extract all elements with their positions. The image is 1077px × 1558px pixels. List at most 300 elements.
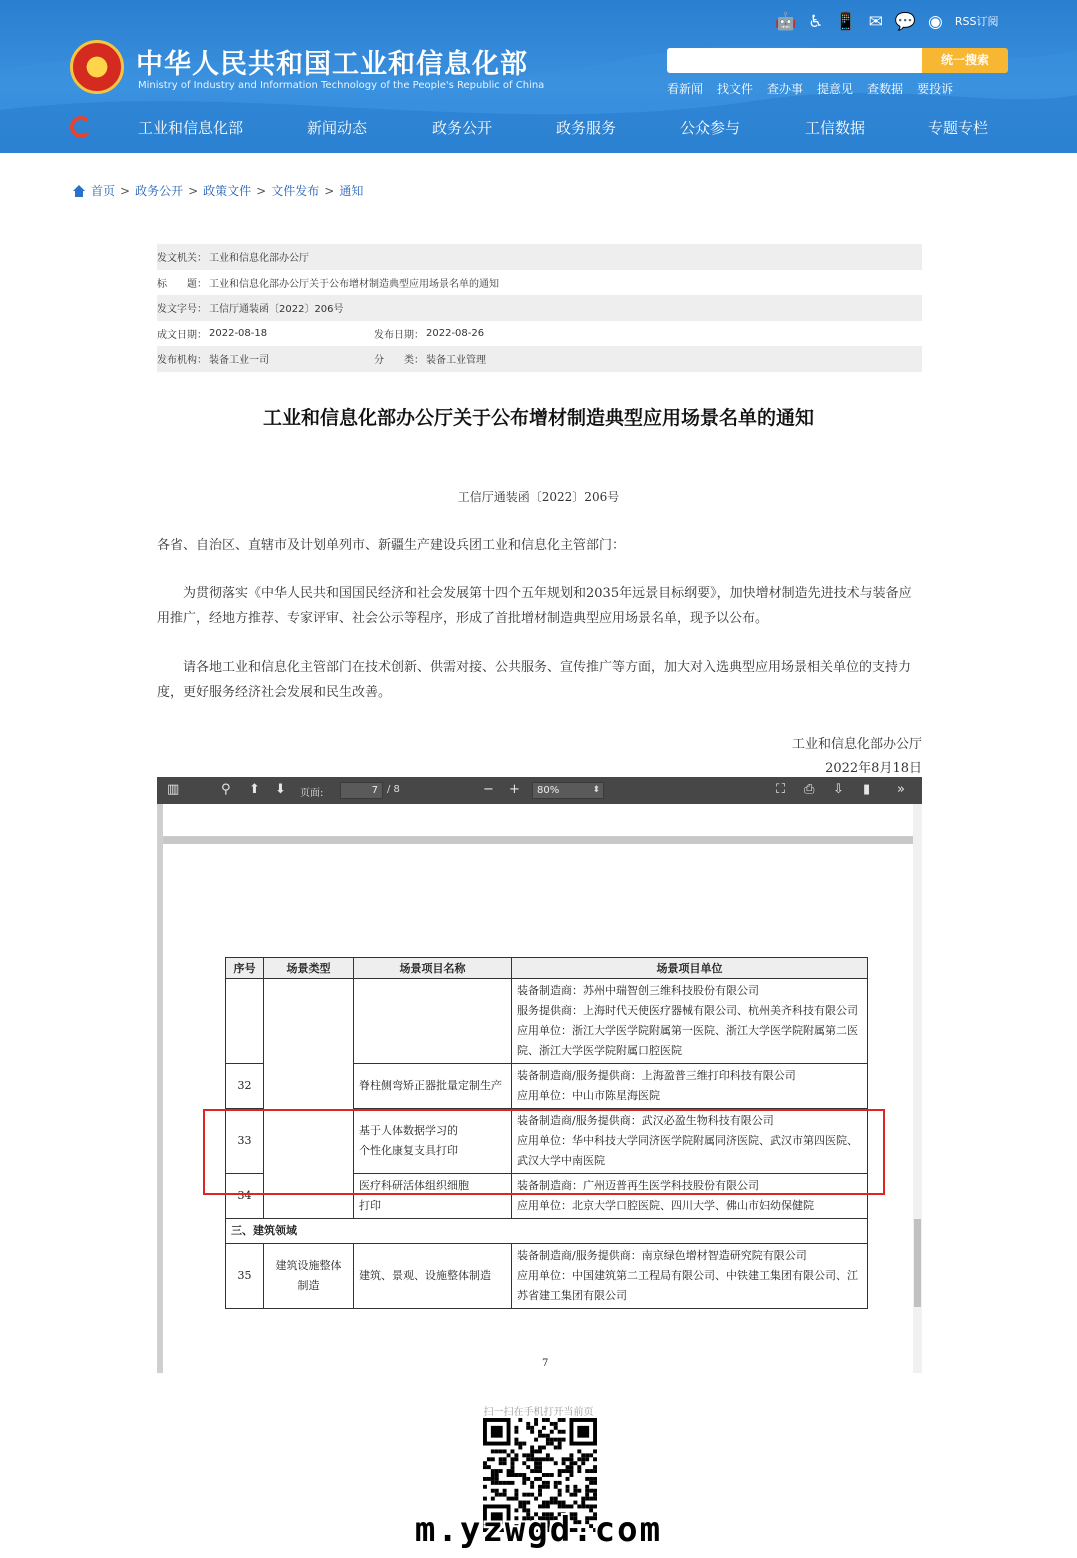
quick-link-complaint[interactable]: 要投诉 — [917, 82, 954, 96]
search-button[interactable]: 统一搜索 — [922, 48, 1008, 73]
qr-module — [534, 1469, 538, 1473]
qr-module — [538, 1485, 542, 1489]
qr-module — [593, 1457, 597, 1461]
qr-module — [562, 1469, 566, 1473]
qr-module — [534, 1449, 538, 1453]
qr-module — [542, 1485, 546, 1489]
robot-icon[interactable]: 🤖 — [775, 12, 797, 32]
qr-module — [483, 1477, 487, 1481]
qr-module — [546, 1442, 550, 1446]
meta-org-label: 发布机构： — [157, 355, 207, 367]
qr-module — [546, 1504, 550, 1508]
qr-module — [562, 1438, 566, 1442]
qr-module — [534, 1497, 538, 1501]
qr-module — [526, 1426, 530, 1430]
qr-module — [546, 1473, 550, 1477]
document-meta-table — [157, 244, 922, 372]
pdf-page-number: 7 — [542, 1358, 549, 1369]
qr-module — [491, 1469, 495, 1473]
mobile-icon[interactable]: 📱 — [835, 12, 857, 32]
qr-module — [554, 1422, 558, 1426]
qr-module — [499, 1469, 503, 1473]
breadcrumb-separator: > — [188, 183, 199, 198]
quick-link-data[interactable]: 查数据 — [867, 82, 904, 96]
page-number-input[interactable]: 7 — [340, 782, 383, 799]
qr-finder-module — [577, 1426, 589, 1438]
qr-module — [569, 1453, 573, 1457]
qr-module — [526, 1465, 530, 1469]
qr-module — [566, 1469, 570, 1473]
qr-module — [585, 1457, 589, 1461]
qr-module — [526, 1453, 530, 1457]
qr-module — [507, 1473, 511, 1477]
qr-module — [585, 1504, 589, 1508]
qr-module — [514, 1493, 518, 1497]
zoom-select[interactable]: 80% ⬍ — [532, 782, 604, 799]
qr-module — [511, 1497, 515, 1501]
main-nav — [0, 108, 1077, 148]
qr-module — [538, 1465, 542, 1469]
qr-module — [499, 1493, 503, 1497]
qr-module — [593, 1449, 597, 1453]
qr-module — [534, 1461, 538, 1465]
qr-module — [589, 1504, 593, 1508]
qr-module — [518, 1504, 522, 1508]
qr-module — [538, 1434, 542, 1438]
qr-module — [526, 1422, 530, 1426]
qr-module — [522, 1461, 526, 1465]
qr-module — [514, 1442, 518, 1446]
qr-module — [483, 1497, 487, 1501]
qr-module — [514, 1489, 518, 1493]
meta-row-docno — [157, 295, 922, 321]
cell-no: 34 — [226, 1174, 264, 1219]
qr-module — [562, 1457, 566, 1461]
qr-module — [526, 1457, 530, 1461]
qr-module — [577, 1457, 581, 1461]
meta-title-label: 标 题： — [157, 278, 207, 290]
qr-module — [542, 1418, 546, 1422]
qr-module — [487, 1457, 491, 1461]
qr-module — [538, 1477, 542, 1481]
top-icon-bar — [775, 11, 998, 33]
qr-module — [546, 1481, 550, 1485]
article-greeting: 各省、自治区、直辖市及计划单列市、新疆生产建设兵团工业和信息化主管部门： — [157, 538, 626, 553]
qr-module — [569, 1465, 573, 1469]
meta-issuer-value: 工业和信息化部办公厅 — [209, 253, 309, 265]
qr-module — [546, 1485, 550, 1489]
qr-module — [593, 1469, 597, 1473]
zoom-in-icon[interactable]: + — [509, 782, 520, 797]
qr-module — [495, 1477, 499, 1481]
qr-module — [530, 1430, 534, 1434]
qr-module — [542, 1481, 546, 1485]
qr-module — [550, 1422, 554, 1426]
qr-module — [526, 1501, 530, 1505]
left-gutter — [157, 804, 163, 1373]
table-section-row — [226, 1219, 868, 1244]
previous-page-bottom — [163, 804, 913, 837]
rss-link[interactable]: RSS订阅 — [954, 15, 999, 28]
qr-module — [503, 1457, 507, 1461]
qr-module — [554, 1461, 558, 1465]
qr-module — [558, 1446, 562, 1450]
cell-unit: 装备制造商/服务提供商：武汉必盈生物科技有限公司 应用单位：华中科技大学同济医学院附属同济医院、武汉市第四医院、武汉大学中南医院 — [512, 1109, 868, 1174]
qr-module — [503, 1461, 507, 1465]
qr-module — [487, 1477, 491, 1481]
meta-row-dates — [157, 321, 922, 347]
breadcrumb-separator: > — [120, 183, 131, 198]
breadcrumb-file-release[interactable]: 文件发布 — [271, 184, 320, 198]
qr-module — [593, 1489, 597, 1493]
qr-module — [558, 1501, 562, 1505]
qr-module — [499, 1481, 503, 1485]
table-header-row — [226, 958, 868, 979]
previous-page-icon[interactable]: ⬆ — [249, 782, 260, 797]
qr-module — [558, 1418, 562, 1422]
qr-module — [573, 1493, 577, 1497]
qr-module — [511, 1469, 515, 1473]
meta-docno-value: 工信厅通装函〔2022〕206号 — [209, 304, 344, 316]
meta-category-value: 装备工业管理 — [426, 355, 486, 367]
bookmark-icon[interactable]: ▮ — [863, 782, 871, 797]
qr-module — [589, 1497, 593, 1501]
site-name[interactable]: 中华人民共和国工业和信息化部 — [136, 49, 528, 80]
quick-links — [667, 80, 953, 97]
next-page-icon[interactable]: ⬇ — [275, 782, 286, 797]
cell-type: 建筑设施整体 制造 — [264, 1244, 354, 1309]
site-name-english: Ministry of Industry and Information Technology of the People's Republic of China — [138, 80, 545, 91]
qr-module — [554, 1485, 558, 1489]
cell-name: 脊柱侧弯矫正器批量定制生产 — [354, 1064, 512, 1109]
qr-module — [522, 1504, 526, 1508]
fullscreen-icon[interactable]: ⛶ — [776, 782, 786, 797]
search-input[interactable] — [667, 48, 923, 73]
qr-module — [546, 1453, 550, 1457]
qr-module — [589, 1477, 593, 1481]
qr-module — [503, 1481, 507, 1485]
qr-module — [538, 1446, 542, 1450]
qr-module — [585, 1485, 589, 1489]
qr-module — [589, 1469, 593, 1473]
quick-link-news[interactable]: 看新闻 — [667, 82, 704, 96]
qr-module — [495, 1481, 499, 1485]
qr-module — [558, 1442, 562, 1446]
quick-link-feedback[interactable]: 提意见 — [817, 82, 854, 96]
qr-module — [518, 1446, 522, 1450]
qr-module — [511, 1481, 515, 1485]
qr-module — [542, 1426, 546, 1430]
nav-item-news[interactable]: 新闻动态 — [307, 119, 368, 137]
qr-module — [562, 1501, 566, 1505]
qr-module — [577, 1489, 581, 1493]
qr-module — [546, 1501, 550, 1505]
nav-item-data[interactable]: 工信数据 — [805, 119, 866, 137]
zoom-out-icon[interactable]: − — [483, 782, 494, 797]
cell-no: 33 — [226, 1109, 264, 1174]
nav-item-services[interactable]: 政务服务 — [556, 119, 617, 137]
cell-name: 基于人体数据学习的 个性化康复支具打印 — [354, 1109, 512, 1174]
qr-module — [554, 1497, 558, 1501]
cell-name: 建筑、景观、设施整体制造 — [354, 1244, 512, 1309]
breadcrumb-separator: > — [256, 183, 267, 198]
meta-docno-label: 发文字号： — [157, 304, 207, 316]
cell-unit: 装备制造商：广州迈普再生医学科技股份有限公司 应用单位：北京大学口腔医院、四川大学、佛山市妇幼保健院 — [512, 1174, 868, 1219]
qr-module — [581, 1497, 585, 1501]
qr-module — [491, 1481, 495, 1485]
qr-module — [554, 1438, 558, 1442]
meta-row-issuer — [157, 244, 922, 270]
search-icon[interactable]: ⚲ — [221, 782, 231, 797]
qr-module — [542, 1446, 546, 1450]
qr-module — [554, 1501, 558, 1505]
qr-module — [503, 1489, 507, 1493]
breadcrumb-notice[interactable]: 通知 — [339, 184, 364, 198]
qr-module — [522, 1481, 526, 1485]
qr-module — [530, 1469, 534, 1473]
qr-module — [593, 1481, 597, 1485]
table-row — [226, 1244, 868, 1309]
pdf-toolbar — [157, 777, 922, 804]
qr-module — [566, 1477, 570, 1481]
qr-module — [511, 1473, 515, 1477]
qr-module — [585, 1469, 589, 1473]
qr-module — [550, 1497, 554, 1501]
qr-module — [518, 1473, 522, 1477]
qr-module — [518, 1418, 522, 1422]
meta-category-label: 分 类： — [374, 355, 424, 367]
meta-written-label: 成文日期： — [157, 329, 207, 341]
qr-module — [514, 1497, 518, 1501]
qr-module — [581, 1453, 585, 1457]
header-no: 序号 — [226, 958, 264, 979]
qr-caption: 扫一扫在手机打开当前页 — [483, 1407, 594, 1418]
meta-title-value: 工业和信息化部办公厅关于公布增材制造典型应用场景名单的通知 — [209, 278, 499, 290]
qr-module — [511, 1457, 515, 1461]
breadcrumb-separator: > — [324, 183, 335, 198]
qr-module — [558, 1481, 562, 1485]
qr-module — [530, 1446, 534, 1450]
article-paragraph-1: 为贯彻落实《中华人民共和国国民经济和社会发展第十四个五年规划和2035年远景目标纲要》，加快增材制造先进技术与装备应用推广，经地方推荐、专家评审、社会公示等程序，形成了首批增材制造典型应用场景名单，现予以公布。 — [157, 586, 912, 626]
qr-module — [518, 1442, 522, 1446]
qr-module — [522, 1477, 526, 1481]
qr-module — [558, 1469, 562, 1473]
qr-module — [589, 1489, 593, 1493]
qr-module — [514, 1453, 518, 1457]
qr-module — [495, 1489, 499, 1493]
qr-module — [538, 1489, 542, 1493]
qr-module — [581, 1461, 585, 1465]
qr-module — [530, 1485, 534, 1489]
qr-module — [483, 1485, 487, 1489]
qr-finder-module — [491, 1426, 503, 1438]
qr-module — [589, 1453, 593, 1457]
qr-module — [511, 1465, 515, 1469]
meta-written-value: 2022-08-18 — [209, 327, 268, 339]
qr-module — [577, 1465, 581, 1469]
qr-module — [581, 1504, 585, 1508]
qr-module — [566, 1457, 570, 1461]
qr-module — [514, 1457, 518, 1461]
qr-module — [534, 1465, 538, 1469]
breadcrumb-policy-docs[interactable]: 政策文件 — [203, 184, 252, 198]
meta-row-org — [157, 346, 922, 372]
qr-module — [562, 1461, 566, 1465]
qr-module — [573, 1485, 577, 1489]
meta-row-title — [157, 270, 922, 296]
qr-module — [562, 1418, 566, 1422]
qr-module — [507, 1497, 511, 1501]
qr-module — [499, 1449, 503, 1453]
page-gap — [163, 837, 913, 844]
qr-module — [503, 1493, 507, 1497]
qr-module — [566, 1504, 570, 1508]
qr-module — [569, 1473, 573, 1477]
qr-module — [503, 1449, 507, 1453]
qr-module — [542, 1473, 546, 1477]
nav-item-public-affairs[interactable]: 政务公开 — [432, 119, 493, 137]
qr-module — [542, 1504, 546, 1508]
more-tools-icon[interactable]: » — [897, 782, 905, 797]
home-icon[interactable] — [72, 185, 86, 197]
cell-name — [354, 979, 512, 1064]
qr-module — [593, 1477, 597, 1481]
qr-module — [530, 1449, 534, 1453]
meta-published-label: 发布日期： — [374, 329, 424, 341]
qr-module — [542, 1457, 546, 1461]
qr-module — [593, 1493, 597, 1497]
qr-module — [495, 1449, 499, 1453]
qr-module — [530, 1453, 534, 1457]
print-icon[interactable]: ⎙ — [804, 782, 815, 797]
qr-module — [593, 1497, 597, 1501]
qr-module — [569, 1457, 573, 1461]
qr-module — [558, 1473, 562, 1477]
qr-module — [495, 1473, 499, 1477]
breadcrumb-home[interactable]: 首页 — [91, 184, 116, 198]
qr-module — [491, 1473, 495, 1477]
qr-module — [581, 1457, 585, 1461]
qr-module — [569, 1493, 573, 1497]
qr-module — [554, 1446, 558, 1450]
nav-item-ministry[interactable]: 工业和信息化部 — [138, 119, 244, 137]
cell-no: 35 — [226, 1244, 264, 1309]
article-title: 工业和信息化部办公厅关于公布增材制造典型应用场景名单的通知 — [262, 407, 814, 429]
qr-module — [534, 1457, 538, 1461]
mail-icon[interactable]: ✉ — [868, 12, 883, 32]
weibo-icon[interactable]: ◉ — [928, 12, 943, 32]
qr-module — [534, 1418, 538, 1422]
qr-module — [507, 1453, 511, 1457]
qr-module — [558, 1438, 562, 1442]
quick-link-services[interactable]: 查办事 — [767, 82, 804, 96]
qr-module — [593, 1504, 597, 1508]
vertical-scrollbar[interactable] — [913, 804, 922, 1373]
nav-item-topics[interactable]: 专题专栏 — [928, 119, 989, 137]
highlight-box — [203, 1109, 885, 1195]
qr-module — [514, 1426, 518, 1430]
qr-module — [499, 1461, 503, 1465]
qr-module — [573, 1489, 577, 1493]
qr-module — [499, 1457, 503, 1461]
qr-module — [546, 1434, 550, 1438]
meta-published-value: 2022-08-26 — [426, 327, 485, 339]
sidebar-toggle-icon[interactable]: ▥ — [167, 782, 180, 797]
qr-module — [566, 1489, 570, 1493]
qr-module — [546, 1457, 550, 1461]
qr-module — [538, 1504, 542, 1508]
watermark-text: m.yzwgd.com — [414, 1510, 663, 1550]
scrollbar-thumb[interactable] — [914, 1219, 921, 1307]
page-total: / 8 — [387, 784, 400, 795]
qr-module — [530, 1493, 534, 1497]
qr-module — [569, 1504, 573, 1508]
header-name: 场景项目名称 — [354, 958, 512, 979]
breadcrumb-public-affairs[interactable]: 政务公开 — [135, 184, 184, 198]
qr-module — [522, 1453, 526, 1457]
national-emblem-logo[interactable] — [70, 40, 124, 94]
qr-module — [569, 1461, 573, 1465]
qr-module — [538, 1461, 542, 1465]
qr-module — [530, 1457, 534, 1461]
qr-module — [522, 1493, 526, 1497]
qr-module — [526, 1477, 530, 1481]
qr-module — [593, 1465, 597, 1469]
qr-module — [483, 1461, 487, 1465]
qr-module — [530, 1426, 534, 1430]
qr-module — [577, 1504, 581, 1508]
pdf-page-area[interactable] — [157, 804, 922, 1373]
nav-item-participation[interactable]: 公众参与 — [680, 119, 741, 137]
cell-unit: 装备制造商/服务提供商：上海盈普三维打印科技有限公司 应用单位：中山市陈星海医院 — [512, 1064, 868, 1109]
breadcrumb — [72, 182, 363, 199]
qr-module — [546, 1418, 550, 1422]
qr-module — [491, 1457, 495, 1461]
qr-module — [585, 1453, 589, 1457]
qr-module — [491, 1489, 495, 1493]
qr-module — [577, 1449, 581, 1453]
qr-module — [577, 1469, 581, 1473]
qr-module — [511, 1461, 515, 1465]
download-icon[interactable]: ⇩ — [833, 782, 844, 797]
qr-module — [542, 1501, 546, 1505]
qr-module — [589, 1481, 593, 1485]
header-type: 场景类型 — [264, 958, 354, 979]
site-header — [0, 0, 1077, 153]
quick-link-files[interactable]: 找文件 — [717, 82, 754, 96]
qr-module — [558, 1489, 562, 1493]
article-date: 2022年8月18日 — [825, 761, 922, 776]
qr-module — [534, 1422, 538, 1426]
accessibility-icon[interactable]: ♿ — [808, 12, 824, 32]
qr-module — [550, 1501, 554, 1505]
qr-module — [562, 1504, 566, 1508]
cell-name: 医疗科研活体组织细胞 打印 — [354, 1174, 512, 1219]
qr-module — [530, 1481, 534, 1485]
qr-module — [581, 1501, 585, 1505]
qr-module — [538, 1457, 542, 1461]
qr-module — [507, 1469, 511, 1473]
qr-module — [538, 1493, 542, 1497]
pdf-viewer — [157, 777, 922, 1373]
qr-module — [522, 1501, 526, 1505]
section-heading: 三、建筑领域 — [226, 1219, 868, 1244]
meta-org-value: 装备工业一司 — [209, 355, 269, 367]
qr-module — [546, 1438, 550, 1442]
wechat-icon[interactable]: 💬 — [894, 12, 917, 32]
qr-module — [550, 1442, 554, 1446]
qr-module — [491, 1477, 495, 1481]
